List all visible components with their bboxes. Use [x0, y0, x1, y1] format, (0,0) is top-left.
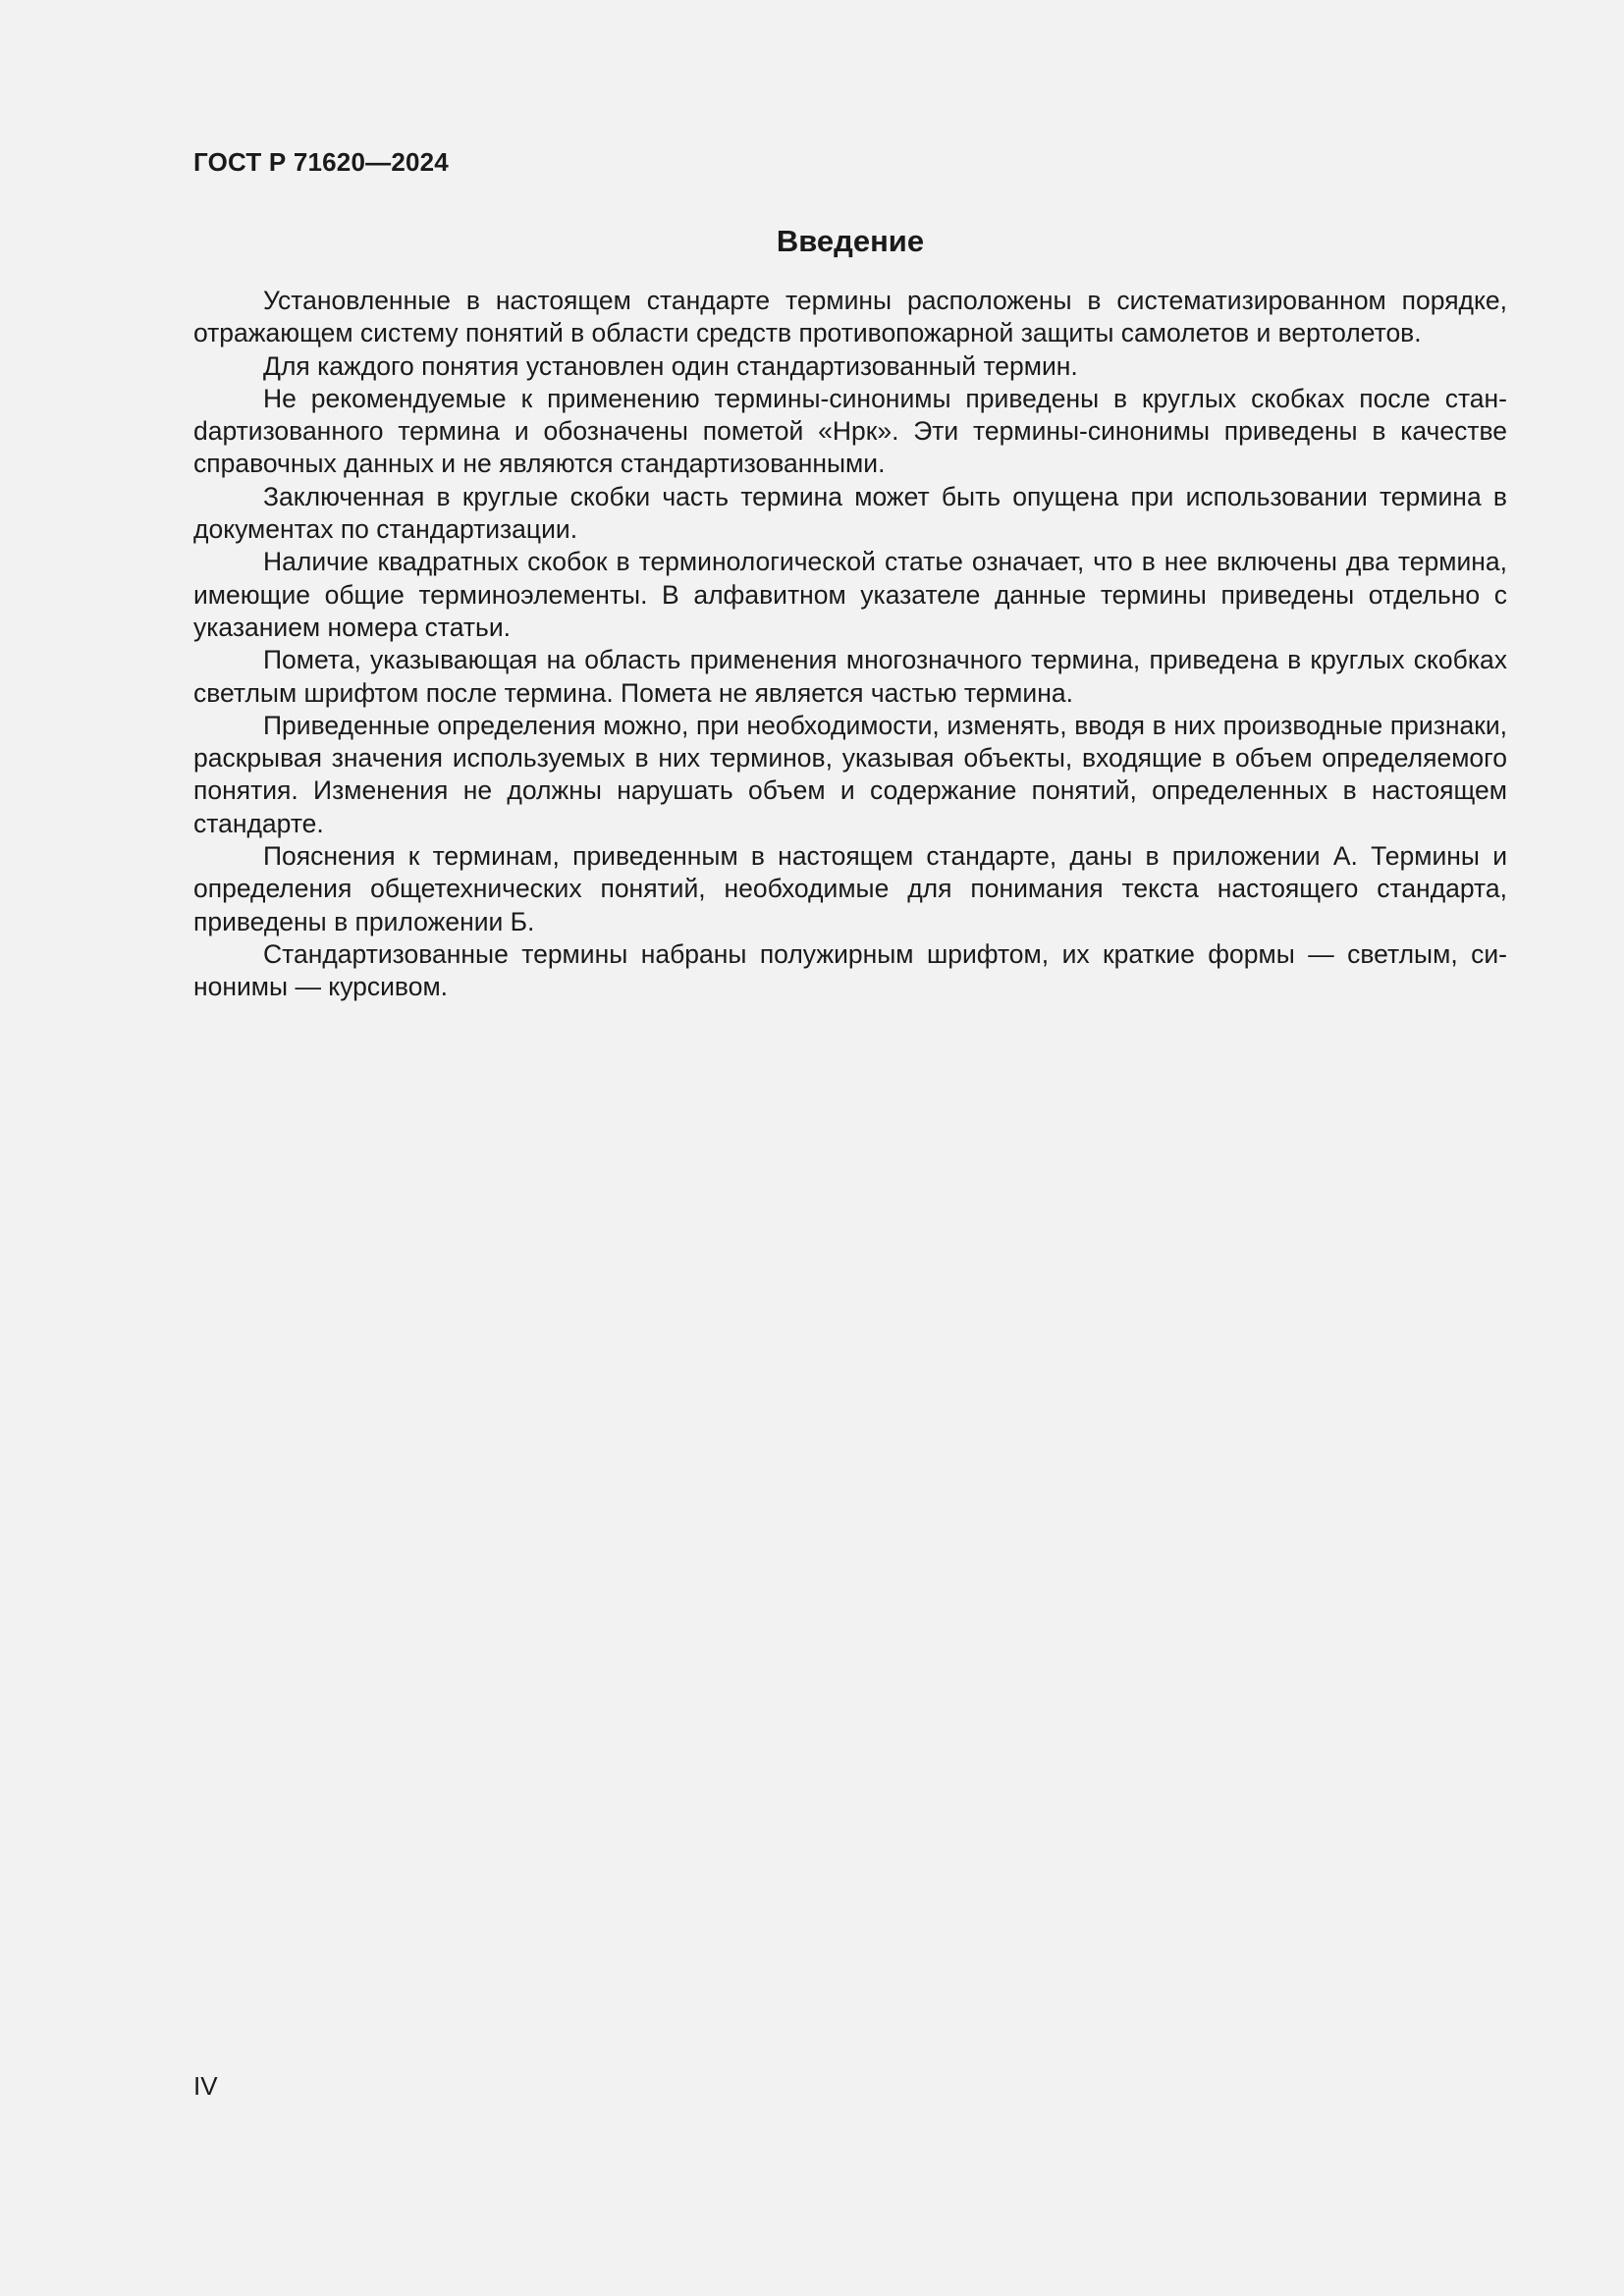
paragraph: Стандартизованные термины набраны полужирным шрифтом, их краткие формы — светлым, синонимы — курсивом. [193, 938, 1507, 1002]
paragraph: Установленные в настоящем стандарте термины расположены в систематизированном порядке, отражающем систему понятий в области средств противопожарной защиты самолетов и вертолетов. [193, 286, 1507, 348]
page-number: IV [193, 2071, 218, 2101]
section-body [193, 285, 1507, 1004]
paragraph: Не рекомендуемые к применению термины-синонимы приведены в круглых скобках после станdартизованного термина и обозначены пометой «Нрк». Эти термины-синонимы приведены в качестве справочных данных и не являются стандартизованными. [193, 383, 1507, 479]
paragraph: Пояснения к терминам, приведенным в настоящем стандарте, даны в приложении А. Термины и определения общетехнических понятий, необходимые для понимания текста настоящего стандарта, приведены в приложении Б. [193, 841, 1507, 936]
paragraph: Приведенные определения можно, при необходимости, изменять, вводя в них производные признаки, раскрывая значения используемых в них терминов, указывая объекты, входящие в объем определяемого понятия. Изменения не должны нарушать объем и содержание понятий, определенных в настоящем стандарте. [193, 710, 1507, 838]
section-title: Введение [776, 224, 925, 258]
document-code: ГОСТ Р 71620—2024 [193, 147, 449, 177]
paragraph: Наличие квадратных скобок в терминологической статье означает, что в нее включены два термина, имеющие общие терминоэлементы. В алфавитном указателе данные термины приведены отдельно с указанием номера статьи. [193, 547, 1507, 642]
paragraph: Помета, указывающая на область применения многозначного термина, приведена в круглых скобках светлым шрифтом после термина. Помета не является частью термина. [193, 645, 1507, 708]
paragraph: Заключенная в круглые скобки часть термина может быть опущена при использовании термина в документах по стандартизации. [193, 481, 1507, 545]
paragraph: Для каждого понятия установлен один стандартизованный термин. [263, 350, 1078, 381]
